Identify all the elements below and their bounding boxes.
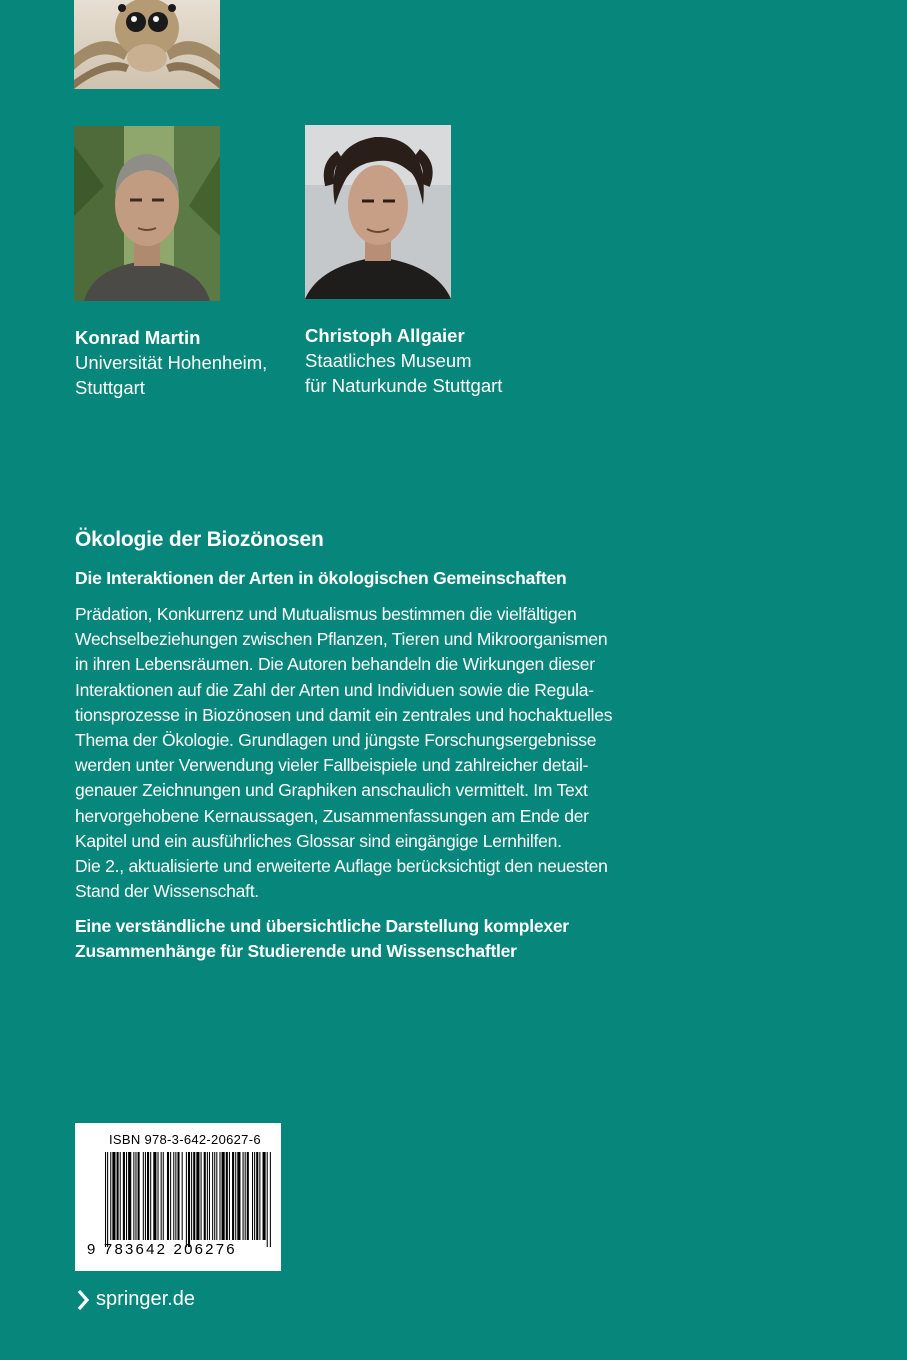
barcode-bar [243, 1152, 244, 1240]
barcode-bars [105, 1152, 271, 1247]
barcode-bar [254, 1152, 255, 1240]
description-line: Prädation, Konkurrenz und Mutualismus bestimmen die vielfältigen [75, 604, 577, 624]
spider-photo [74, 0, 220, 89]
barcode-bar [247, 1152, 249, 1240]
description-line: hervorgehobene Kernaussagen, Zusammenfassungen am Ende der [75, 805, 589, 826]
barcode-bar [150, 1152, 151, 1240]
barcode-bar [175, 1152, 176, 1240]
barcode-bar [214, 1152, 215, 1240]
barcode-bar [138, 1152, 140, 1240]
barcode-bar [207, 1152, 208, 1240]
barcode-bar [245, 1152, 246, 1240]
barcode-bar [267, 1152, 268, 1247]
christoph-allgaier-portrait [305, 125, 451, 299]
barcode-bar [191, 1152, 192, 1240]
description-line: Wechselbeziehungen zwischen Pflanzen, Tieren und Mikroorganismen [75, 629, 608, 650]
barcode-bar [123, 1152, 125, 1240]
barcode-bar [173, 1152, 174, 1240]
barcode-bar [143, 1152, 144, 1240]
barcode-bar [133, 1152, 134, 1240]
barcode-bar [177, 1152, 179, 1240]
barcode-bar [161, 1152, 162, 1240]
barcode-bar [163, 1152, 164, 1240]
barcode-bar [145, 1152, 146, 1240]
barcode-bar [270, 1152, 271, 1247]
isbn-barcode [75, 1123, 281, 1271]
description-line: in ihren Lebensräumen. Die Autoren behandeln die Wirkungen dieser [75, 654, 595, 675]
barcode-bar [204, 1152, 206, 1240]
author-konrad-martin [75, 325, 300, 400]
author-affiliation: für Naturkunde Stuttgart [305, 375, 503, 396]
barcode-bar [117, 1152, 119, 1240]
barcode-bar [170, 1152, 171, 1240]
author-affiliation: Universität Hohenheim, [75, 352, 268, 373]
publisher-website: springer.de [96, 1288, 195, 1310]
chevron-right-icon [77, 1289, 90, 1311]
barcode-bar [186, 1152, 187, 1247]
barcode-bar [167, 1152, 169, 1240]
author-christoph-allgaier [305, 323, 565, 398]
description-line: genauer Zeichnungen und Graphiken anschaulich vermittelt. Im Text [75, 780, 588, 801]
barcode-bar [229, 1152, 230, 1240]
barcode-bar [235, 1152, 236, 1240]
author-affiliation: Stuttgart [75, 377, 145, 398]
barcode-bar [212, 1152, 213, 1240]
description-line: Interaktionen auf die Zahl der Arten und Individuen sowie die Regula- [75, 679, 594, 700]
author-affiliation: Staatliches Museum [305, 350, 472, 371]
barcode-bar [128, 1152, 131, 1240]
barcode-bar [120, 1152, 121, 1240]
barcode-bar [219, 1152, 220, 1240]
barcode-bar [126, 1152, 127, 1240]
barcode-bar [110, 1152, 111, 1240]
barcode-bar [209, 1152, 210, 1240]
barcode-bar [153, 1152, 156, 1240]
description-line: Stand der Wissenschaft. [75, 881, 259, 902]
barcode-bar [252, 1152, 253, 1240]
book-subtitle: Die Interaktionen der Arten in ökologischen Gemeinschaften [75, 568, 567, 588]
author-name: Konrad Martin [75, 327, 201, 348]
barcode-bar [105, 1152, 106, 1247]
barcode-bar [222, 1152, 225, 1240]
barcode-bar [216, 1152, 217, 1240]
konrad-martin-portrait [74, 126, 220, 301]
description-line: Thema der Ökologie. Grundlagen und jüngste Forschungsergebnisse [75, 730, 597, 751]
barcode-digits: 9 783642 206276 [87, 1241, 237, 1258]
barcode-bar [182, 1152, 183, 1240]
book-title: Ökologie der Biozönosen [75, 528, 324, 551]
book-tagline [75, 914, 569, 964]
description-line: tionsprozesse in Biozönosen und damit ein zentrales und hochaktuelles [75, 704, 613, 725]
barcode-bar [147, 1152, 149, 1240]
barcode-bar [188, 1152, 190, 1247]
barcode-bar [259, 1152, 260, 1240]
description-line: werden unter Verwendung vieler Fallbeispiele und zahlreicher detail- [75, 755, 589, 776]
barcode-bar [232, 1152, 234, 1240]
tagline-line: Eine verständliche und übersichtliche Darstellung komplexer [75, 916, 569, 936]
isbn-label: ISBN 978-3-642-20627-6 [109, 1132, 261, 1147]
description-line: Die 2., aktualisierte und erweiterte Auflage berücksichtigt den neuesten [75, 856, 608, 877]
description-line: Kapitel und ein ausführliches Glossar sind eingängige Lernhilfen. [75, 830, 562, 851]
barcode-bar [263, 1152, 266, 1240]
barcode-bar [196, 1152, 199, 1240]
author-name: Christoph Allgaier [305, 325, 465, 346]
barcode-bar [193, 1152, 195, 1240]
barcode-bar [237, 1152, 240, 1240]
barcode-bar [201, 1152, 202, 1240]
barcode-bar [112, 1152, 115, 1240]
tagline-line: Zusammenhänge für Studierende und Wissenschaftler [75, 941, 517, 961]
barcode-bar [107, 1152, 108, 1247]
barcode-bar [135, 1152, 136, 1240]
book-description [75, 602, 645, 904]
barcode-bar [158, 1152, 159, 1240]
barcode-bar [226, 1152, 228, 1240]
publisher-link[interactable] [77, 1288, 195, 1311]
barcode-bar [256, 1152, 258, 1240]
